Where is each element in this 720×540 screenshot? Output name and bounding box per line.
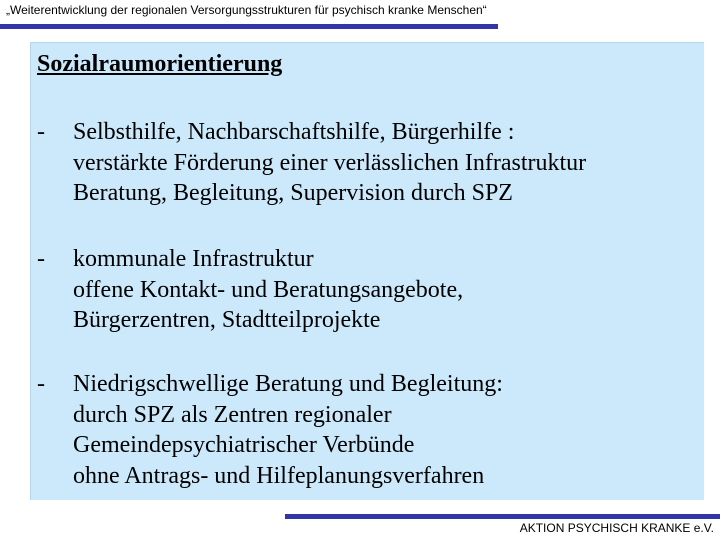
item-line: Niedrigschwellige Beratung und Begleitung: [73, 371, 503, 397]
item-line: ohne Antrags- und Hilfeplanungsverfahren [73, 462, 485, 489]
bullet-dash: - [37, 371, 45, 397]
bullet-dash: - [37, 119, 45, 145]
item-text [73, 244, 463, 336]
top-divider [0, 24, 498, 29]
item-line: kommunale Infrastruktur [73, 246, 314, 272]
item-line: Selbsthilfe, Nachbarschaftshilfe, Bürgerhilfe : [73, 119, 515, 145]
item-text [73, 117, 586, 209]
section-title: Sozialraumorientierung [37, 51, 283, 77]
item-line: verstärkte Förderung einer verlässlichen Infrastruktur [73, 149, 587, 176]
item-text [73, 369, 503, 491]
footer-organization: AKTION PSYCHISCH KRANKE e.V. [519, 521, 714, 535]
header-title: „Weiterentwicklung der regionalen Versorgungsstrukturen für psychisch kranke Menschen“ [6, 3, 487, 17]
bottom-divider [285, 514, 720, 519]
item-line: Bürgerzentren, Stadtteilprojekte [73, 307, 381, 333]
item-line: Beratung, Begleitung, Supervision durch SPZ [73, 180, 513, 206]
item-line: durch SPZ als Zentren regionaler [73, 401, 392, 428]
bullet-dash: - [37, 246, 45, 272]
item-line: offene Kontakt- und Beratungsangebote, [73, 276, 464, 303]
item-line: Gemeindepsychiatrischer Verbünde [73, 432, 415, 458]
